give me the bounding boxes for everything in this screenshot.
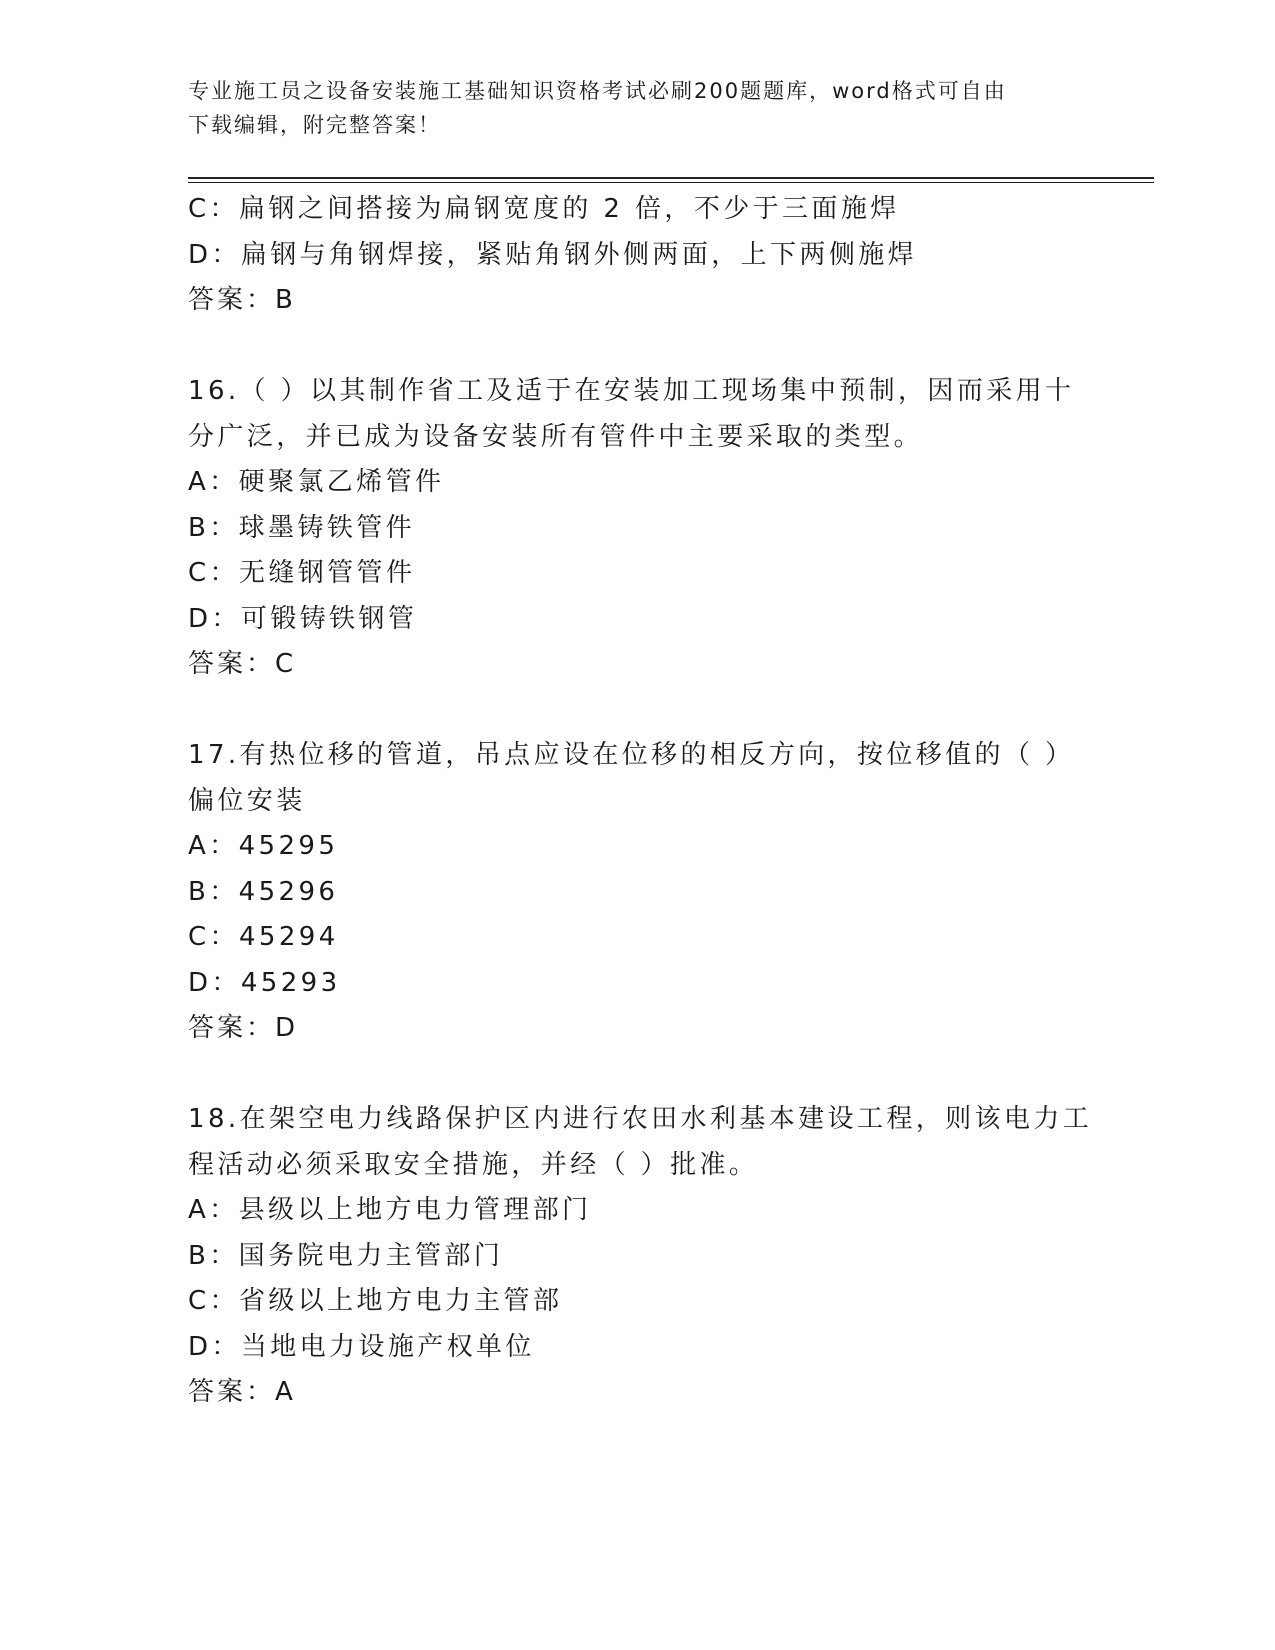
question-16 xyxy=(188,369,1088,688)
spacer xyxy=(188,324,1088,370)
option-c: C：扁钢之间搭接为扁钢宽度的 2 倍，不少于三面施焊 xyxy=(188,194,900,224)
option-d: D：可锻铸铁钢管 xyxy=(188,603,418,634)
answer-line: 答案：A xyxy=(188,1377,296,1407)
option-b: B：45296 xyxy=(188,876,339,907)
option-a: A：45295 xyxy=(188,831,339,861)
question-17 xyxy=(188,733,1088,1052)
option-b: B：球墨铸铁管件 xyxy=(188,512,416,543)
answer-line: 答案：B xyxy=(188,285,296,315)
question-list xyxy=(188,187,1093,1416)
option-d: D：当地电力设施产权单位 xyxy=(188,1331,535,1362)
question-stem-line: 分广泛，并已成为设备安装所有管件中主要采取的类型。 xyxy=(188,421,924,452)
option-c: C：省级以上地方电力主管部 xyxy=(188,1286,563,1316)
answer-line: 答案：D xyxy=(188,1013,299,1043)
header-divider-thick xyxy=(188,177,1154,179)
header-line-1: 专业施工员之设备安装施工基础知识资格考试必刷200题题库，word格式可自由 xyxy=(188,79,1007,103)
question-stem-line: 偏位安装 xyxy=(188,785,306,816)
document-header xyxy=(188,74,1068,142)
header-line-2: 下载编辑，附完整答案！ xyxy=(188,113,441,137)
spacer xyxy=(188,1052,1088,1098)
option-c: C：45294 xyxy=(188,922,339,952)
option-a: A：县级以上地方电力管理部门 xyxy=(188,1195,592,1225)
question-18 xyxy=(188,1097,1093,1416)
previous-question-tail xyxy=(188,187,1088,324)
header-divider-thin xyxy=(188,182,1154,183)
question-stem-line: 18.在架空电力线路保护区内进行农田水利基本建设工程，则该电力工 xyxy=(188,1104,1093,1134)
option-b: B：国务院电力主管部门 xyxy=(188,1240,504,1271)
option-c: C：无缝钢管管件 xyxy=(188,558,416,588)
option-d: D：45293 xyxy=(188,967,341,998)
question-stem-line: 17.有热位移的管道，吊点应设在位移的相反方向，按位移值的（ ） xyxy=(188,740,1075,770)
question-stem-line: 16.（ ）以其制作省工及适于在安装加工现场集中预制，因而采用十 xyxy=(188,376,1075,406)
option-d: D：扁钢与角钢焊接，紧贴角钢外侧两面，上下两侧施焊 xyxy=(188,239,918,270)
answer-line: 答案：C xyxy=(188,649,297,679)
spacer xyxy=(188,688,1088,734)
question-stem-line: 程活动必须采取安全措施，并经（ ）批准。 xyxy=(188,1149,759,1180)
option-a: A：硬聚氯乙烯管件 xyxy=(188,467,445,497)
